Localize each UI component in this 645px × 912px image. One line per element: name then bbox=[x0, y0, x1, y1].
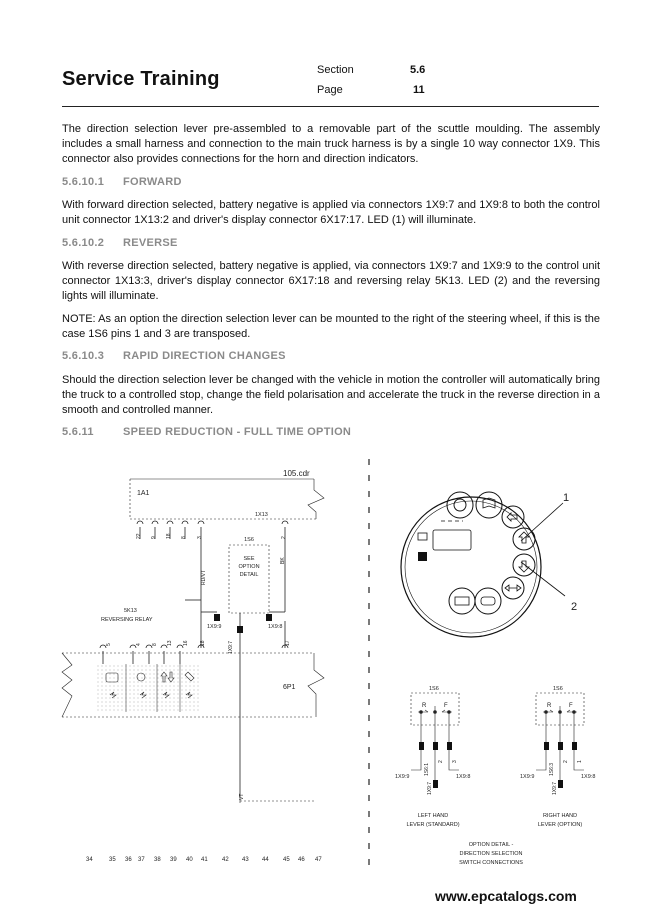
connector-label: 1X9:9 bbox=[395, 774, 410, 780]
page-title: Service Training bbox=[62, 68, 220, 90]
file-label: 105.cdr bbox=[283, 469, 310, 478]
wire-color: BK bbox=[280, 557, 286, 564]
relay-label: 5K13 bbox=[124, 608, 137, 614]
switch-label: 1S6 bbox=[244, 537, 254, 543]
display-label: 6P1 bbox=[283, 684, 296, 691]
relay-desc: REVERSING RELAY bbox=[101, 617, 153, 623]
section-title: FORWARD bbox=[123, 176, 182, 188]
wire-color: RD/VT bbox=[201, 570, 207, 585]
connector-label: 1X13 bbox=[255, 512, 268, 518]
pin-label: 16 bbox=[183, 640, 189, 646]
right-lever-caption: RIGHT HAND bbox=[542, 813, 578, 819]
connector-label: 1X9:9 bbox=[520, 774, 535, 780]
pin-label: 5 bbox=[106, 643, 112, 646]
connector-label: 1X9:8 bbox=[456, 774, 471, 780]
connector-label: 1X9:8 bbox=[581, 774, 596, 780]
section-number: 5.6.10.1 bbox=[62, 176, 105, 188]
rapid-change-paragraph: Should the direction selection lever be changed with the vehicle in motion the controller will automatically bring the truck to a controlled stop, change the field polarisation and accelerate the truck in the reverse direction in a smooth and controlled manner. bbox=[62, 374, 600, 416]
column-number: 47 bbox=[315, 857, 322, 863]
section-label: Section bbox=[317, 64, 354, 76]
intro-paragraph: The direction selection lever pre-assembled to a removable part of the scuttle moulding. The assembly includes a small harness and connection to the main truck harness is by a single 10 way connector 1X9. This connector also provides connections for the horn and direction indicators. bbox=[62, 123, 600, 165]
right-lever-switch bbox=[536, 686, 584, 788]
left-lever-caption: LEVER (STANDARD) bbox=[406, 822, 460, 828]
column-number: 42 bbox=[222, 857, 229, 863]
pin-label: 13 bbox=[167, 640, 173, 646]
column-number: 38 bbox=[154, 857, 161, 863]
column-number: 43 bbox=[242, 857, 249, 863]
pin-label: 22 bbox=[136, 533, 142, 539]
pin-label: 1S6:1 bbox=[424, 762, 430, 776]
column-number: 39 bbox=[170, 857, 177, 863]
option-detail-caption: OPTION DETAIL - bbox=[468, 842, 514, 848]
forward-paragraph: With forward direction selected, battery negative is applied via connectors 1X9:7 and 1X9:8 to both the control unit connector 1X13:2 and driver's display connector 6X17:17. LED (1) will illuminate. bbox=[62, 199, 600, 226]
switch-label: 1S6 bbox=[553, 686, 563, 692]
pin-label: 18 bbox=[200, 640, 206, 646]
right-lever-caption: LEVER (OPTION) bbox=[537, 822, 583, 828]
column-number: 44 bbox=[262, 857, 269, 863]
pin-label: 1S6:3 bbox=[549, 762, 555, 776]
reverse-paragraph: With reverse direction selected, battery negative is applied, via connectors 1X9:7 and 1X9:9 to the control unit connector 1X13:3, driver's display connector 6X17:18 and reversing relay 5K13. LED (2) and the reversing lights will illuminate. bbox=[62, 260, 600, 302]
forward-mark: F bbox=[444, 703, 448, 709]
page-label: Page bbox=[317, 84, 343, 96]
pin-label: 18 bbox=[166, 533, 172, 539]
controller-label: 1A1 bbox=[137, 490, 150, 497]
pin-label: 8 bbox=[152, 643, 158, 646]
left-lever-switch bbox=[411, 686, 459, 788]
wiring-schematic bbox=[62, 469, 324, 803]
pin-label: 8 bbox=[181, 536, 187, 539]
connector-1x9-9: 1X9:9 bbox=[207, 624, 222, 630]
option-note: DETAIL bbox=[239, 572, 259, 578]
pin-label: 3 bbox=[452, 760, 458, 763]
section-value: 5.6 bbox=[410, 64, 426, 76]
option-detail-caption: DIRECTION SELECTION bbox=[459, 851, 523, 857]
option-detail-caption: SWITCH CONNECTIONS bbox=[459, 860, 523, 866]
column-number: 37 bbox=[138, 857, 145, 863]
page-number: 11 bbox=[413, 84, 425, 96]
section-title: RAPID DIRECTION CHANGES bbox=[123, 350, 286, 362]
option-note: SEE bbox=[243, 556, 255, 562]
column-number: 36 bbox=[125, 857, 132, 863]
pin-label: 17 bbox=[285, 640, 291, 646]
connector-label: 1X9:7 bbox=[427, 781, 433, 795]
switch-label: 1S6 bbox=[429, 686, 439, 692]
section-title: REVERSE bbox=[123, 237, 178, 249]
section-title: SPEED REDUCTION - FULL TIME OPTION bbox=[123, 426, 352, 438]
wire-color: VT bbox=[239, 793, 245, 800]
pin-label: 1 bbox=[577, 760, 583, 763]
pin-label: 3 bbox=[197, 536, 203, 539]
connector-label: 1X9:7 bbox=[552, 781, 558, 795]
option-note: OPTION bbox=[238, 564, 260, 570]
section-number: 5.6.11 bbox=[62, 426, 94, 438]
forward-mark: F bbox=[569, 703, 573, 709]
column-number: 40 bbox=[186, 857, 193, 863]
column-index bbox=[0, 857, 645, 869]
reverse-mark: R bbox=[422, 703, 427, 709]
led-callout-2: 2 bbox=[571, 601, 578, 613]
pin-label: 4 bbox=[136, 643, 142, 646]
left-lever-caption: LEFT HAND bbox=[417, 813, 449, 819]
dash-display bbox=[401, 492, 565, 637]
column-number: 45 bbox=[283, 857, 290, 863]
section-number: 5.6.10.2 bbox=[62, 237, 105, 249]
connector-1x9-7: 1X9:7 bbox=[228, 640, 234, 654]
pin-label: 2 bbox=[438, 760, 444, 763]
section-number: 5.6.10.3 bbox=[62, 350, 105, 362]
connector-1x9-8: 1X9:8 bbox=[268, 624, 283, 630]
column-number: 46 bbox=[298, 857, 305, 863]
column-number: 35 bbox=[109, 857, 116, 863]
reverse-mark: R bbox=[547, 703, 552, 709]
pin-label: 2 bbox=[281, 536, 287, 539]
led-callout-1: 1 bbox=[563, 492, 570, 504]
column-number: 41 bbox=[201, 857, 208, 863]
column-number: 34 bbox=[86, 857, 93, 863]
watermark-url[interactable]: www.epcatalogs.com bbox=[435, 888, 577, 904]
pin-label: 9 bbox=[151, 536, 157, 539]
note-paragraph: NOTE: As an option the direction selection lever can be mounted to the right of the steering wheel, if this is the case 1S6 pins 1 and 3 are transposed. bbox=[62, 313, 600, 340]
controller-pins bbox=[137, 521, 288, 612]
pin-label: 2 bbox=[563, 760, 569, 763]
